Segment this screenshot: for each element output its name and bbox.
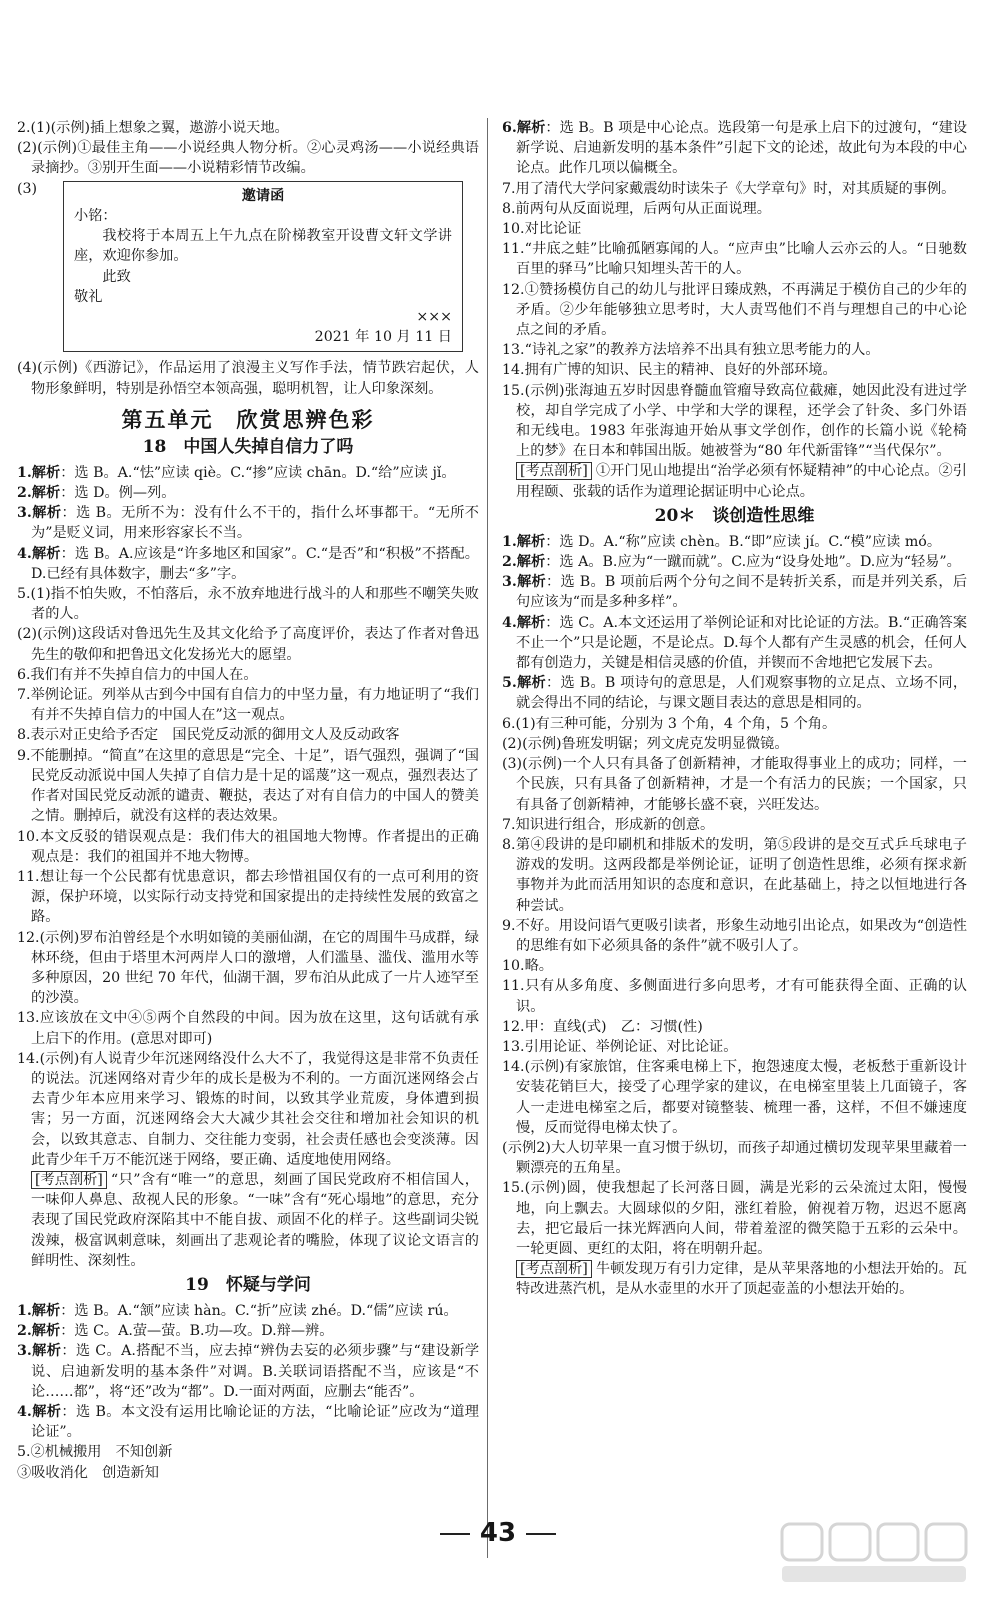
lesson18-answer <box>17 867 479 928</box>
lesson19-answer <box>502 179 967 199</box>
answer-text: 15.(示例)圆，使我想起了长河落日圆，满是光彩的云朵流过太阳，慢慢地，向上飘去。大圆球似的夕阳，涨红着脸，俯视着万物，迟迟不愿离去，把它最后一抹光辉洒向人间，带着羞涩的微笑隐于五彩的云朵中。一轮更圆、更红的太阳，将在明朝升起。 <box>502 1180 967 1257</box>
answer-text: ：选 B。A.应该是“许多地区和国家”。C.“是否”和“积极”不搭配。D.已经有具体数字，删去“多”字。 <box>31 545 479 582</box>
answer-text: ③吸收消化 创造新知 <box>17 1464 159 1481</box>
lesson18-answer <box>17 685 479 725</box>
answer-text: 6.(1)有三种可能，分别为 3 个角，4 个角，5 个角。 <box>502 715 837 732</box>
unit-title: 第五单元 欣赏思辨色彩 <box>121 406 375 432</box>
answer-text: 7.举例论证。列举从古到今中国有自信力的中坚力量，有力地证明了“我们有并不失掉自信力的中国人在”这一观点。 <box>17 687 479 724</box>
lesson18-answer <box>17 1049 479 1170</box>
answer-text: 9.不能删掉。“简直”在这里的意思是“完全、十足”，语气强烈，强调了“国民党反动派说中国人失掉了自信力是十足的谣蔑”这一观点，强烈表达了作者对国民党反动派的谴责、鞭挞，表达了对有自信力的中国人的赞美之情。删掉后，就没有这样的表达效果。 <box>17 747 479 825</box>
answer-label: 6.解析 <box>502 120 546 136</box>
answer-text: 6.我们有并不失掉自信力的中国人在。 <box>17 666 258 683</box>
lesson19-answer <box>17 1321 479 1341</box>
answer-text: 7.知识进行组合，形成新的创意。 <box>502 816 715 833</box>
lesson20-answer <box>502 572 967 612</box>
answer-label: 4.解析 <box>502 614 546 631</box>
left-column <box>17 118 479 1483</box>
lesson20-answer <box>502 976 967 1016</box>
answer-label: 1.解析 <box>17 1302 61 1319</box>
answer-text: 8.表示对正史给予否定 国民党反动派的御用文人及反动政客 <box>17 727 400 744</box>
lesson18-answer <box>17 584 479 624</box>
answer-text: 5.(1)指不怕失败，不怕落后，永不放弃地进行战斗的人和那些不嘲笑失败者的人。 <box>17 586 479 623</box>
answer-label: 2.解析 <box>17 485 61 502</box>
lesson18-answer <box>17 746 479 827</box>
answer-text: 5.②机械搬用 不知创新 <box>17 1444 173 1461</box>
lesson19-answer <box>502 219 967 239</box>
q2-line: (2)(示例)①最佳主角——小说经典人物分析。②心灵鸡汤——小说经典语录摘抄。③别开生面——小说精彩情节改编。 <box>17 140 479 177</box>
answer-label: 4.解析 <box>17 545 61 562</box>
answer-text: 13.引用论证、举例论证、对比论证。 <box>502 1038 738 1055</box>
lesson20-answer <box>502 1057 967 1138</box>
lesson20-answer <box>502 1138 967 1178</box>
lesson-18-answers <box>17 463 479 1170</box>
lesson20-answer <box>502 613 967 674</box>
lesson19-answer <box>502 118 967 179</box>
lesson20-answer <box>502 714 967 734</box>
answer-text: (2)(示例)这段话对鲁迅先生及其文化给予了高度评价，表达了作者对鲁迅先生的敬仰和把鲁迅文化发扬光大的愿望。 <box>17 626 479 663</box>
answer-text: (2)(示例)鲁班发明锯；列文虎克发明显微镜。 <box>502 735 789 752</box>
invitation-recipient: 小铭： <box>74 208 117 225</box>
answer-label: 1.解析 <box>502 533 546 550</box>
analysis-tag: [考点剖析] <box>516 462 592 480</box>
analysis-tag: [考点剖析] <box>516 1260 592 1278</box>
answer-label: 4.解析 <box>17 1403 62 1420</box>
answer-text: 11.只有从多角度、多侧面进行多向思考，才有可能获得全面、正确的认识。 <box>502 978 967 1015</box>
lesson19-answer <box>17 1301 479 1321</box>
answer-text: ：选 D。例—列。 <box>60 485 176 502</box>
answer-text: 11.想让每一个公民都有忧患意识，都去珍惜祖国仅有的一点可利用的资源，保护环境，以实际行动支持党和国家提出的走持续性发展的致富之路。 <box>17 868 479 926</box>
answer-text: 12.甲：直线(式) 乙：习惯(性) <box>502 1018 703 1035</box>
answer-text: ：选 B。B 项前后两个分句之间不是转折关系，而是并列关系，后句应该为“而是多种多样”。 <box>516 574 968 611</box>
answer-text: ：选 B。A.“怯”应读 qiè。C.“掺”应读 chān。D.“给”应读 jǐ。 <box>60 464 456 481</box>
page-number-dash <box>526 1533 556 1535</box>
lesson19-answer <box>17 1463 479 1483</box>
lesson19-answer <box>17 1341 479 1402</box>
answer-text: ：选 D。A.“称”应读 chèn。B.“即”应读 jí。C.“模”应读 mó。 <box>545 533 942 550</box>
answer-text: 13.“诗礼之家”的教养方法培养不出具有独立思考能力的人。 <box>502 342 880 359</box>
answer-text: ：选 B。A.“颔”应读 hàn。C.“折”应读 zhé。D.“儒”应读 rú。 <box>60 1302 458 1319</box>
lesson-18-analysis: [考点剖析] “只”含有“唯一”的意思，刻画了国民党政府不相信国人，一味仰人鼻息、敌视人民的形象。“一味”含有“死心塌地”的意思，充分表现了国民党政府深陷其中不能自拔、顽固不化的样子。这些副词尖锐泼辣，极富讽刺意味，刻画出了悲观论者的嘴脸，体现了议论文语言的鲜明性、深刻性。 <box>31 1171 479 1269</box>
lesson-20-title: 20＊ 谈创造性思维 <box>654 505 815 526</box>
lesson20-answer <box>502 1037 967 1057</box>
answer-label: 2.解析 <box>17 1323 61 1340</box>
lesson20-answer <box>502 1178 967 1259</box>
answer-text: 14.拥有广博的知识、民主的精神、良好的外部环境。 <box>502 362 837 379</box>
answer-text: (3)(示例)一个人只有具备了创新精神，才能取得事业上的成功；同样，一个民族，只有具备了创新精神，才是一个有活力的民族；一个国家，只有具备了创新精神，才能够长盛不衰，兴旺发达。 <box>502 756 967 813</box>
page-number-dash <box>440 1533 470 1535</box>
invitation-signature: ××× <box>416 309 452 326</box>
answer-text: 7.用了清代大学问家戴震幼时读朱子《大学章句》时，对其质疑的事例。 <box>502 180 956 197</box>
invitation-cizhi: 此致 <box>102 268 131 285</box>
answer-text: ：选 A。B.应为“一蹴而就”。C.应为“设身处地”。D.应为“轻易”。 <box>545 554 961 571</box>
lesson18-answer <box>17 544 479 584</box>
answer-text: (示例2)大人切苹果一直习惯于纵切，而孩子却通过横切发现苹果里藏着一颗漂亮的五角星。 <box>502 1139 967 1177</box>
lesson20-answer <box>502 734 967 754</box>
answer-label: 3.解析 <box>17 505 62 522</box>
lesson-19-title: 19 怀疑与学问 <box>185 1274 311 1295</box>
lesson18-answer <box>17 1008 479 1048</box>
lesson-19-answers-continued <box>502 118 967 461</box>
lesson19-answer <box>502 199 967 219</box>
lesson18-answer <box>17 624 479 664</box>
mxqe-watermark-icon <box>778 1520 978 1588</box>
q2-line: 2.(1)(示例)插上想象之翼，遨游小说天地。 <box>17 120 289 136</box>
lesson19-answer <box>502 239 967 279</box>
column-divider <box>487 118 488 1558</box>
answer-text: 10.略。 <box>502 958 553 975</box>
lesson20-answer <box>502 916 967 956</box>
lesson18-answer <box>17 483 479 503</box>
invitation-date: 2021 年 10 月 11 日 <box>314 329 452 346</box>
analysis-tag: [考点剖析] <box>31 1171 107 1189</box>
answer-text: ：选 C。A.萤—萤。B.功—攻。D.辩—辨。 <box>60 1323 334 1340</box>
lesson18-answer <box>17 827 479 867</box>
lesson-20-answers <box>502 532 967 1259</box>
answer-text: 14.(示例)有人说青少年沉迷网络没什么大不了，我觉得这是非常不负责任的说法。沉迷网络对青少年的成长是极为不利的。一方面沉迷网络会占去青少年本应用来学习、锻炼的时间，以致其学业荒废，身体遭到损害；另一方面，沉迷网络会大大减少其社会交往和增加社会知识的机会，以致其意志、自制力、交往能力变弱，社会责任感也会变淡薄。因此青少年千万不能沉迷于网络，要正确、适度地使用网络。 <box>17 1050 479 1168</box>
lesson-19-answers <box>17 1301 479 1483</box>
answer-label: 1.解析 <box>17 464 61 481</box>
invitation-body: 我校将于本周五上午九点在阶梯教室开设曹文轩文学讲座，欢迎你参加。 <box>74 228 452 265</box>
lesson20-answer <box>502 532 967 552</box>
lesson19-answer <box>502 280 967 341</box>
answer-text: 12.①赞扬模仿自己的幼儿与批评日臻成熟，不再满足于模仿自己的少年的矛盾。②少年能够独立思考时，大人责骂他们不肖与理想自己的中心论点之间的矛盾。 <box>502 281 967 339</box>
answer-text: ：选 B。无所不为：没有什么不干的，指什么坏事都干。“无所不为”是贬义词，用来形容家长不当。 <box>31 505 479 542</box>
lesson20-answer <box>502 815 967 835</box>
lesson19-answer <box>17 1402 479 1442</box>
answer-text: ：选 C。A.本文还运用了举例论证和对比论证的方法。B.“正确答案不止一个”只是论题，不是论点。D.每个人都有产生灵感的机会，任何人都有创造力，关键是相信灵感的价值，并锲而不舍地把它发展下去。 <box>516 614 968 672</box>
lesson18-answer <box>17 665 479 685</box>
answer-text: 8.第④段讲的是印刷机和排版术的发明，第⑤段讲的是交互式乒乓球电子游戏的发明。这两段都是举例论证，证明了创造性思维，必须有探求新事物并为此而活用知识的态度和意识，在此基础上，持之以恒地进行各种尝试。 <box>502 836 967 914</box>
lesson18-answer <box>17 503 479 543</box>
lesson20-answer <box>502 835 967 916</box>
answer-text: 14.(示例)有家旅馆，住客乘电梯上下，抱怨速度太慢，老板愁于重新设计安装花销巨大，接受了心理学家的建议，在电梯室里装上几面镜子，客人一走进电梯室之后，都要对镜整装、梳理一番，这样，不但不嫌速度慢，反而觉得电梯太快了。 <box>502 1059 967 1136</box>
answer-label: 3.解析 <box>17 1343 62 1360</box>
lesson-19-analysis: [考点剖析] ①开门见山地提出“治学必须有怀疑精神”的中心论点。②引用程颐、张载的话作为道理论据证明中心论点。 <box>516 463 967 500</box>
lesson-18-title: 18 中国人失掉自信力了吗 <box>142 436 354 457</box>
lesson18-answer <box>17 725 479 745</box>
q2-answers <box>17 118 479 179</box>
right-column <box>502 118 967 1300</box>
q3-label: (3) <box>17 180 38 197</box>
answer-text: ：选 B。B 项诗句的意思是，人们观察事物的立足点、立场不同，就会得出不同的结论，与课文题目表达的意思是相同的。 <box>516 675 968 712</box>
q4-answer: (4)(示例)《西游记》，作品运用了浪漫主义写作手法，情节跌宕起伏，人物形象鲜明，特别是孙悟空本领高强，聪明机智，让人印象深刻。 <box>17 360 479 397</box>
answer-text: 13.应该放在文中④⑤两个自然段的中间。因为放在这里，这句话就有承上启下的作用。(意思对即可) <box>17 1010 479 1047</box>
answer-text: 12.(示例)罗布泊曾经是个水明如镜的美丽仙湖，在它的周围牛马成群，绿林环绕，但由于塔里木河两岸人口的激增，人们滥垦、滥伐、滥用水等多种原因，20 世纪 70 年代，仙湖干涸，罗布泊从此成了一片人迹罕至的沙漠。 <box>17 929 479 1007</box>
lesson20-answer <box>502 673 967 713</box>
lesson19-answer <box>502 360 967 380</box>
answer-label: 3.解析 <box>502 574 547 591</box>
lesson20-answer <box>502 552 967 572</box>
lesson19-answer <box>17 1442 479 1462</box>
answer-text: 11.“井底之蛙”比喻孤陋寡闻的人。“应声虫”比喻人云亦云的人。“日驰数百里的驿马”比喻只知埋头苦干的人。 <box>502 241 967 278</box>
answer-label: 2.解析 <box>502 554 546 571</box>
answer-text: ：选 C。A.搭配不当，应去掉“辨伪去妄的必须步骤”与“建设新学说、启迪新发明的基本条件”对调。B.关联词语搭配不当，应该是“不论……都”，将“还”改为“都”。D.一面对两面，应删去“能否”。 <box>31 1343 480 1400</box>
lesson19-answer <box>502 340 967 360</box>
answer-text: 10.对比论证 <box>502 221 582 238</box>
lesson19-answer <box>502 381 967 462</box>
answer-text: 15.(示例)张海迪五岁时因患脊髓血管瘤导致高位截瘫，她因此没有进过学校，却自学完成了小学、中学和大学的课程，还学会了针灸、多门外语和无线电。1983 年张海迪开始从事文学创作，创作的长篇小说《轮椅上的梦》在日本和韩国出版。她被誉为“80 年代新雷锋”“当代保尔”。 <box>502 382 967 460</box>
invitation-title: 邀请函 <box>241 187 285 204</box>
invitation-jingli: 敬礼 <box>74 288 103 305</box>
answer-text: 10.本文反驳的错误观点是：我们伟大的祖国地大物博。作者提出的正确观点是：我们的祖国并不地大物博。 <box>17 828 479 865</box>
lesson-20-analysis: [考点剖析] 牛顿发现万有引力定律，是从苹果落地的小想法开始的。瓦特改进蒸汽机，是从水壶里的水开了顶起壶盖的小想法开始的。 <box>516 1261 967 1298</box>
lesson20-answer <box>502 754 967 815</box>
answer-text: ：选 B。本文没有运用比喻论证的方法，“比喻论证”应改为“道理论证”。 <box>31 1403 479 1441</box>
lesson18-answer <box>17 928 479 1009</box>
answer-text: ：选 B。B 项是中心论点。选段第一句是承上启下的过渡句，“建设新学说、启迪新发明的基本条件”引起下文的论述，故此句为本段的中心论点。此作几项以偏概全。 <box>516 120 967 177</box>
page-number: 43 <box>0 1518 996 1548</box>
lesson20-answer <box>502 1017 967 1037</box>
lesson18-answer <box>17 463 479 483</box>
answer-text: 9.不好。用设问语气更吸引读者，形象生动地引出论点，如果改为“创造性的思维有如下必须具备的条件”就不吸引人了。 <box>502 917 967 954</box>
invitation-letter-box <box>63 181 463 353</box>
answer-text: 8.前两句从反面说理，后两句从正面说理。 <box>502 200 771 217</box>
answer-label: 5.解析 <box>502 675 547 692</box>
lesson20-answer <box>502 956 967 976</box>
